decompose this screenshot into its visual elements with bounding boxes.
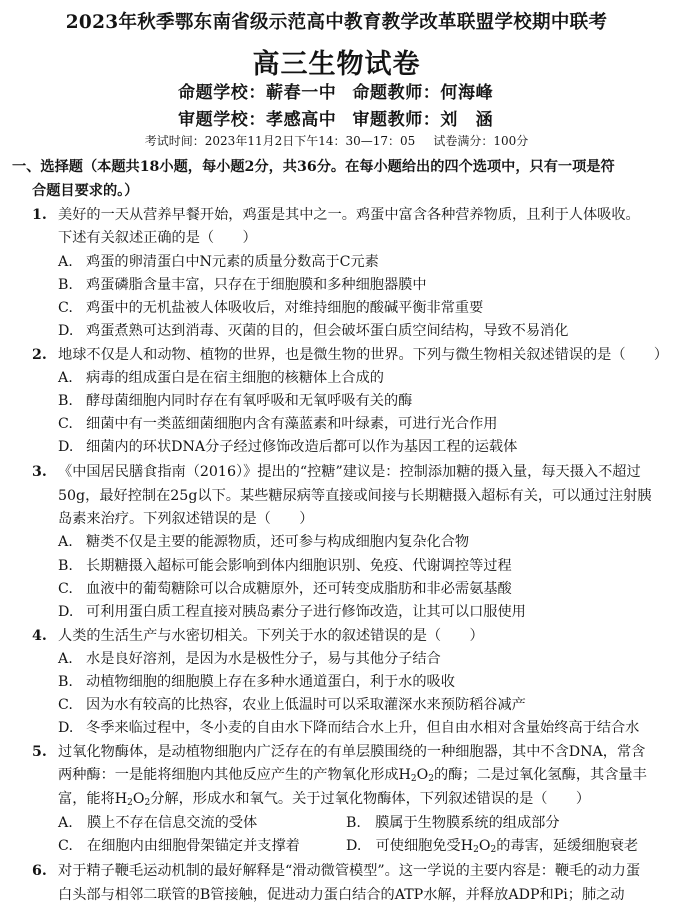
question-stem: 富，能将$H_2O_2$分解，形成水和氧气。关于过氧化物酶体，下列叙述错误的是（ ） (58, 791, 591, 808)
exam-subtitle: 高三生物试卷 (252, 49, 421, 80)
question-stem: 岛素来治疗。下列叙述错误的是（ ） (58, 511, 314, 527)
option-item: A. 膜上不存在信息交流的受体 (58, 815, 258, 831)
option-item: B. 酵母菌细胞内同时存在有氧呼吸和无氧呼吸有关的酶 (58, 393, 413, 409)
review-teacher: 刘 涵 (440, 110, 494, 130)
option-item: D. 细菌内的环状DNA分子经过修饰改造后都可以作为基因工程的运载体 (58, 439, 518, 455)
option-item: D. 冬季来临过程中，冬小麦的自由水下降而结合水上升，但自由水相对含量始终高于结合水 (58, 720, 640, 736)
exam-score: 试卷满分：100分 (433, 134, 529, 148)
question-stem: 50g，最好控制在25g以下。某些糖尿病等直接或间接与长期糖摄入超标有关，可以通过注射胰 (58, 488, 652, 504)
section-heading: 一、选择题（本题共18小题，每小题2分，共36分。在每小题给出的四个选项中，只有一项是符 (12, 159, 615, 175)
option-item: A. 糖类不仅是主要的能源物质，还可参与构成细胞内复杂化合物 (58, 534, 470, 550)
question-stem: 白头部与相邻二联管的B管接触，促进动力蛋白结合的ATP水解，并释放ADP和Pi；肺之动 (58, 887, 625, 903)
option-item: C. 血液中的葡萄糖除可以合成糖原外，还可转变成脂肪和非必需氨基酸 (58, 581, 512, 597)
label-review-school: 审题学校： (178, 110, 266, 130)
label-setting-school: 命题学校： (178, 83, 266, 103)
question-number: 1. (32, 207, 47, 223)
option-item: B. 长期糖摄入超标可能会影响到体内细胞识别、免疫、代谢调控等过程 (58, 558, 512, 574)
question-stem: 两种酶：一是能将细胞内其他反应产生的产物氧化形成$H_2O_2$的酶；二是过氧化氢酶，其含量丰 (58, 767, 647, 784)
option-item: B. 动植物细胞的细胞膜上存在多种水通道蛋白，利于水的吸收 (58, 674, 455, 690)
question-stem: 人类的生活生产与水密切相关。下列关于水的叙述错误的是（ ） (58, 628, 484, 644)
question-number: 2. (32, 347, 47, 363)
option-item: A. 水是良好溶剂，是因为水是极性分子，易与其他分子结合 (58, 651, 441, 667)
option-item: A. 病毒的组成蛋白是在宿主细胞的核糖体上合成的 (58, 370, 384, 386)
question-stem: 对于精子鞭毛运动机制的最好解释是“滑动微管模型”。这一学说的主要内容是：鞭毛的动力蛋 (58, 863, 641, 879)
option-item: D. 鸡蛋煮熟可达到消毒、灭菌的目的，但会破坏蛋白质空间结构，导致不易消化 (58, 323, 569, 339)
question-stem: 《中国居民膳食指南（2016）》提出的“控糖”建议是：控制添加糖的摄入量，每天摄入不超过 (58, 464, 641, 480)
exam-title: 2023年秋季鄂东南省级示范高中教育教学改革联盟学校期中联考 (65, 12, 608, 33)
option-item: A. 鸡蛋的卵清蛋白中N元素的质量分数高于C元素 (58, 254, 379, 270)
label-setting-teacher: 命题教师： (352, 83, 441, 103)
author-info-line (178, 78, 493, 103)
reviewer-info-line (178, 105, 493, 130)
question-number: 6. (32, 863, 47, 879)
option-item: D. 可使细胞免受$H_2O_2$的毒害，延缓细胞衰老 (346, 838, 639, 855)
question-number: 3. (32, 464, 47, 480)
question-stem: 美好的一天从营养早餐开始，鸡蛋是其中之一。鸡蛋中富含各种营养物质，且利于人体吸收。 (58, 207, 640, 223)
question-number: 4. (32, 628, 47, 644)
option-item: C. 在细胞内由细胞骨架锚定并支撑着 (58, 838, 300, 854)
option-item: B. 鸡蛋磷脂含量丰富，只存在于细胞膜和多种细胞器膜中 (58, 277, 427, 293)
review-school: 孝感高中 (266, 110, 337, 130)
label-review-teacher: 审题教师： (352, 110, 441, 130)
option-item: C. 细菌中有一类蓝细菌细胞内含有藻蓝素和叶绿素，可进行光合作用 (58, 416, 498, 432)
question-stem: 过氧化物酶体，是动植物细胞内广泛存在的有单层膜围绕的一种细胞器，其中不含DNA，常含 (58, 744, 646, 760)
exam-meta (0, 132, 673, 149)
question-stem: 下述有关叙述正确的是（ ） (58, 230, 257, 246)
option-item: C. 因为水有较高的比热容，农业上低温时可以采取灌深水来预防稻谷减产 (58, 697, 526, 713)
exam-time: 考试时间：2023年11月2日下午14：30—17：05 (144, 134, 416, 148)
question-number: 5. (32, 744, 47, 760)
option-item: B. 膜属于生物膜系统的组成部分 (346, 815, 560, 831)
setting-school: 蕲春一中 (266, 83, 337, 103)
question-stem: 地球不仅是人和动物、植物的世界，也是微生物的世界。下列与微生物相关叙述错误的是（ ） (58, 347, 669, 363)
option-item: C. 鸡蛋中的无机盐被人体吸收后，对维持细胞的酸碱平衡非常重要 (58, 300, 484, 316)
section-heading-cont: 合题目要求的。） (32, 183, 139, 199)
option-item: D. 可利用蛋白质工程直接对胰岛素分子进行修饰改造，让其可以口服使用 (58, 604, 526, 620)
setting-teacher: 何海峰 (440, 83, 494, 103)
